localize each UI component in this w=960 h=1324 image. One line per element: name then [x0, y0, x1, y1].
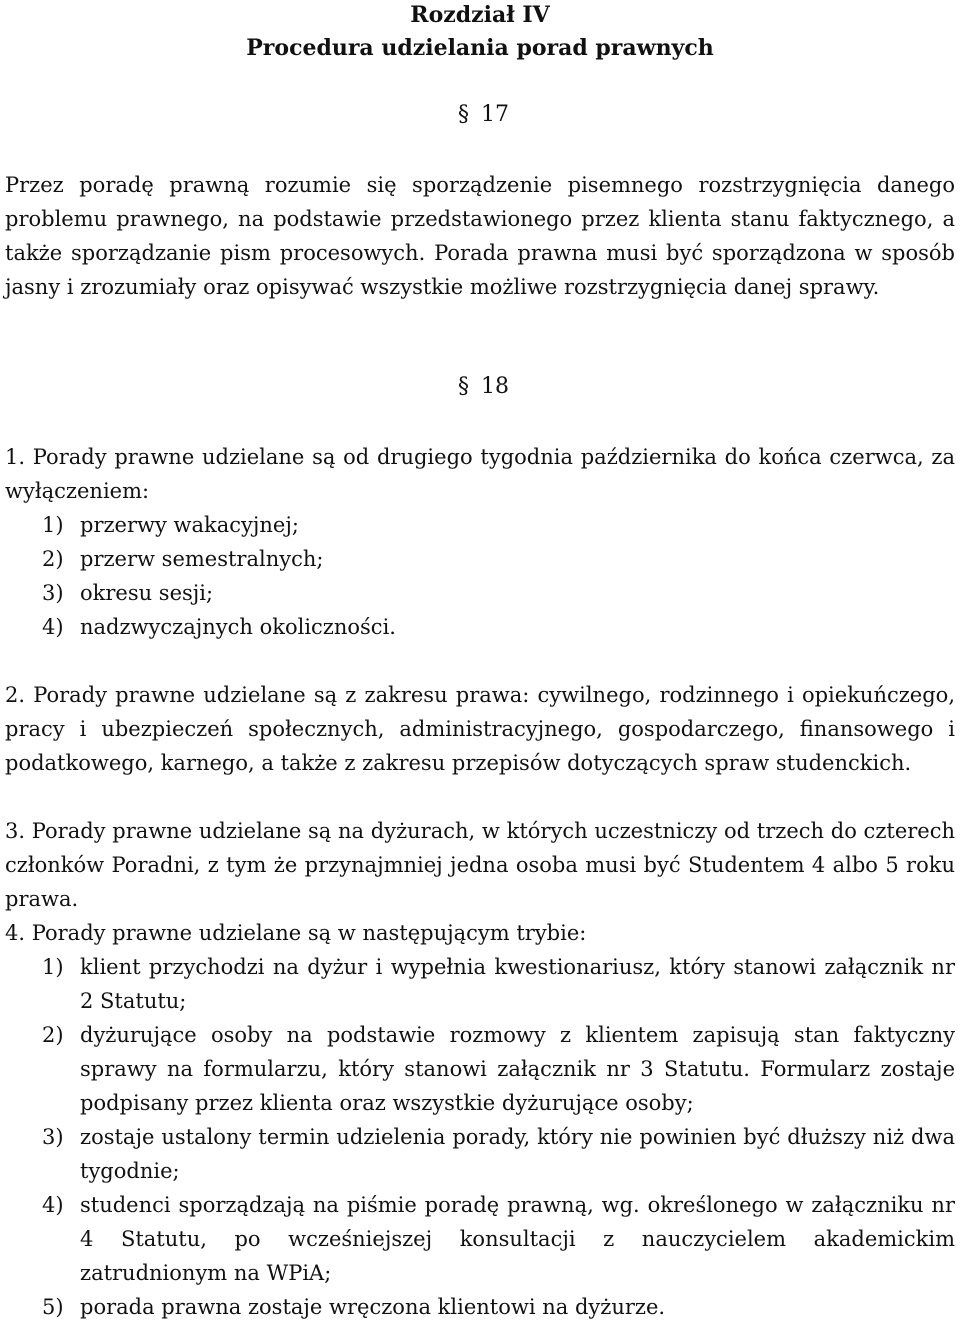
list-item: [42, 610, 642, 644]
paragraph-4-list: [42, 950, 955, 1324]
paragraph-1: 1. Porady prawne udzielane są od drugiego tygodnia października do końca czerwca, za wyłączeniem:: [5, 445, 955, 503]
list-item-text: przerwy wakacyjnej;: [80, 513, 299, 537]
list-item-number: 2): [42, 547, 64, 571]
list-item-number: 5): [42, 1295, 64, 1319]
paragraph-4: 4. Porady prawne udzielane są w następującym trybie:: [5, 921, 587, 945]
section-heading-18: [458, 372, 509, 402]
list-item-number: 1): [42, 513, 64, 537]
list-item-number: 2): [42, 1023, 64, 1047]
list-item-text: porada prawna zostaje wręczona klientowi na dyżurze.: [80, 1295, 666, 1319]
paragraph-3: 3. Porady prawne udzielane są na dyżurach, w których uczestniczy od trzech do czterech członków Poradni, z tym że przynajmniej jedna osoba musi być Studentem 4 albo 5 roku prawa.: [5, 819, 955, 911]
paragraph-1-list: [42, 508, 642, 644]
list-item-text: nadzwyczajnych okoliczności.: [80, 615, 396, 639]
section-sign-symbol: §: [458, 102, 469, 127]
list-item-text: dyżurujące osoby na podstawie rozmowy z klientem zapisują stan faktyczny sprawy na formularzu, który stanowi załącznik nr 3 Statutu. Formularz zostaje podpisany przez klienta oraz wszystkie dyżurujące osoby;: [80, 1023, 955, 1115]
section-sign-symbol: §: [458, 374, 469, 399]
chapter-title: Procedura udzielania porad prawnych: [246, 35, 714, 61]
list-item-number: 3): [42, 581, 64, 605]
list-item: [42, 1120, 955, 1188]
list-item-number: 4): [42, 1193, 64, 1217]
list-item-text: okresu sesji;: [80, 581, 214, 605]
list-item: [42, 542, 642, 576]
list-item-text: klient przychodzi na dyżur i wypełnia kwestionariusz, który stanowi załącznik nr 2 Statutu;: [80, 955, 955, 1013]
list-item-text: zostaje ustalony termin udzielenia porady, który nie powinien być dłuższy niż dwa tygodnie;: [80, 1125, 955, 1183]
list-item-number: 3): [42, 1125, 64, 1149]
list-item: [42, 576, 642, 610]
section-17-text: Przez poradę prawną rozumie się sporządzenie pisemnego rozstrzygnięcia danego problemu prawnego, na podstawie przedstawionego przez klienta stanu faktycznego, a także sporządzanie pism procesowych. Porada prawna musi być sporządzona w sposób jasny i zrozumiały oraz opisywać wszystkie możliwe rozstrzygnięcia danej sprawy.: [5, 173, 955, 299]
list-item: [42, 1018, 955, 1120]
chapter-number: Rozdział IV: [410, 2, 550, 28]
list-item-text: studenci sporządzają na piśmie poradę prawną, wg. określonego w załączniku nr 4 Statutu, po wcześniejszej konsultacji z nauczycielem akademickim zatrudnionym na WPiA;: [80, 1193, 955, 1285]
section-number: 17: [481, 102, 509, 127]
list-item-number: 1): [42, 955, 64, 979]
list-item-text: przerw semestralnych;: [80, 547, 324, 571]
list-item: [42, 1290, 955, 1324]
list-item-number: 4): [42, 615, 64, 639]
list-item: [42, 950, 955, 1018]
list-item: [42, 508, 642, 542]
paragraph-2: 2. Porady prawne udzielane są z zakresu prawa: cywilnego, rodzinnego i opiekuńczego, pracy i ubezpieczeń społecznych, administracyjnego, gospodarczego, finansowego i podatkowego, karnego, a także z zakresu przepisów dotyczących spraw studenckich.: [5, 683, 955, 775]
section-heading-17: [458, 100, 509, 130]
section-number: 18: [481, 374, 509, 399]
list-item: [42, 1188, 955, 1290]
